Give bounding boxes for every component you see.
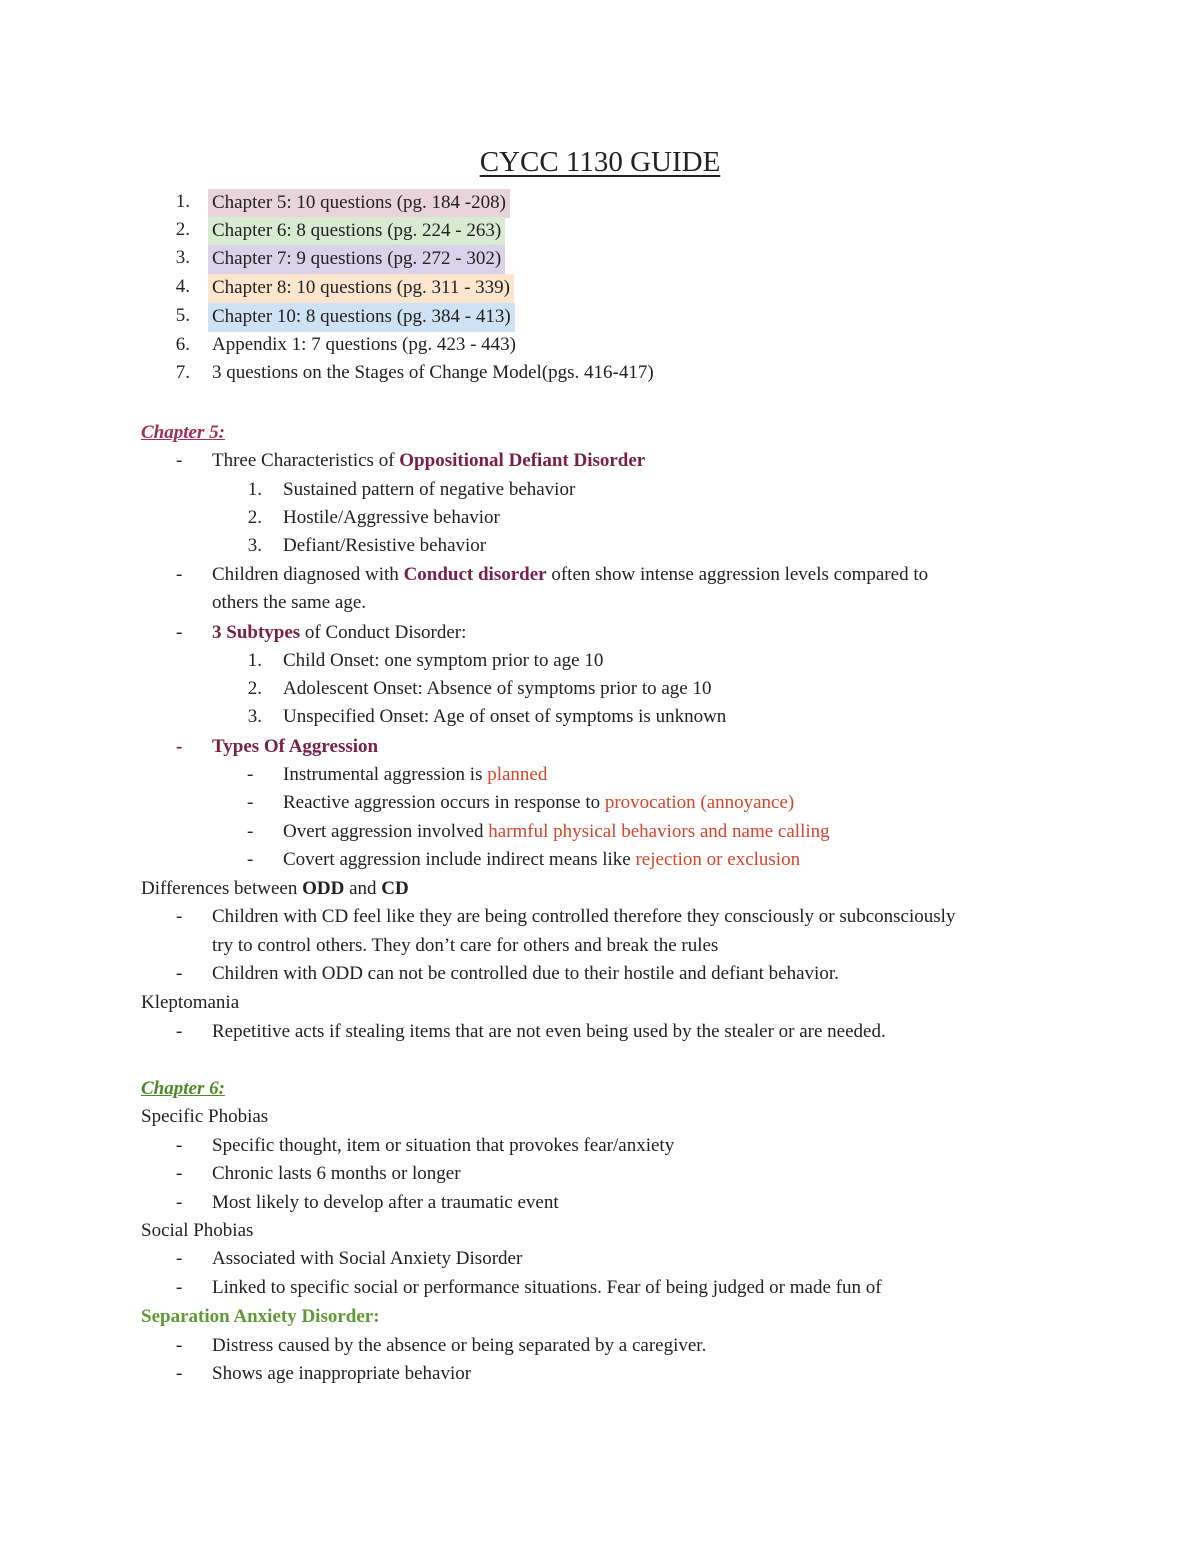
- chapter-6-heading: Chapter 6:: [141, 1078, 225, 1099]
- text-span: Differences between: [141, 878, 303, 899]
- text-span: Appendix 1: 7 questions (pg. 423 - 443): [212, 334, 516, 355]
- text-span: Children diagnosed with: [212, 564, 404, 585]
- text-span: Sustained pattern of negative behavior: [283, 479, 576, 500]
- section-heading-social-phobias: Social Phobias: [141, 1220, 254, 1241]
- text-span: of Conduct Disorder:: [300, 622, 467, 643]
- text-span: Adolescent Onset: Absence of symptoms prior to age 10: [283, 678, 712, 699]
- list-number: 1.: [247, 650, 262, 671]
- text-span: rejection or exclusion: [635, 849, 801, 870]
- section-heading-kleptomania: Kleptomania: [141, 992, 240, 1013]
- text-span: Distress caused by the absence or being separated by a caregiver.: [212, 1335, 707, 1356]
- text-span: Chapter 6: 8 questions (pg. 224 - 263): [208, 217, 505, 246]
- bullet-dash: -: [247, 792, 254, 813]
- text-span: Repetitive acts if stealing items that are not even being used by the stealer or are needed.: [212, 1021, 886, 1042]
- text-span: Chapter 5: 10 questions (pg. 184 -208): [208, 189, 510, 218]
- list-number: 4.: [175, 276, 190, 297]
- text-span: Covert aggression include indirect means like: [283, 849, 636, 870]
- text-span: often show intense aggression levels compared to: [546, 564, 929, 585]
- text-span: provocation (annoyance): [604, 792, 795, 813]
- text-span: and: [344, 878, 382, 899]
- bullet-dash: -: [247, 821, 254, 842]
- bullet-dash: -: [247, 764, 254, 785]
- text-span: [283, 847, 800, 873]
- text-span: Children with ODD can not be controlled due to their hostile and defiant behavior.: [212, 963, 839, 984]
- text-span: [283, 762, 547, 788]
- bullet-dash: -: [176, 963, 183, 984]
- bullet-dash: -: [176, 1135, 183, 1156]
- text-span: planned: [487, 764, 548, 785]
- section-heading-separation-anxiety: Separation Anxiety Disorder:: [141, 1306, 380, 1327]
- list-number: 2.: [247, 678, 262, 699]
- bullet-dash: -: [176, 450, 183, 471]
- text-span: Three Characteristics of: [212, 450, 400, 471]
- text-span: ODD: [302, 878, 345, 899]
- chapter-5-heading: Chapter 5:: [141, 422, 225, 443]
- text-span: Unspecified Onset: Age of onset of symptoms is unknown: [283, 706, 727, 727]
- text-span: 3 Subtypes: [212, 622, 301, 643]
- list-number: 3.: [247, 535, 262, 556]
- text-span: CD: [381, 878, 409, 899]
- text-span: [212, 562, 928, 588]
- text-span: Chapter 10: 8 questions (pg. 384 - 413): [208, 303, 515, 332]
- text-span: Hostile/Aggressive behavior: [283, 507, 500, 528]
- bullet-dash: -: [176, 1192, 183, 1213]
- text-span: Types Of Aggression: [212, 736, 379, 757]
- text-span: Overt aggression involved: [283, 821, 489, 842]
- list-number: 1.: [175, 191, 190, 212]
- section-heading-differences: [141, 876, 409, 902]
- text-span: Conduct disorder: [403, 564, 547, 585]
- bullet-dash: -: [247, 849, 254, 870]
- text-span: Most likely to develop after a traumatic event: [212, 1192, 559, 1213]
- bullet-dash: -: [176, 1363, 183, 1384]
- text-span: 3 questions on the Stages of Change Model(pgs. 416-417): [212, 362, 654, 383]
- text-span: Chronic lasts 6 months or longer: [212, 1163, 461, 1184]
- list-number: 3.: [247, 706, 262, 727]
- list-number: 6.: [175, 334, 190, 355]
- bullet-dash: -: [176, 1021, 183, 1042]
- list-number: 1.: [247, 479, 262, 500]
- bullet-dash: -: [176, 564, 183, 585]
- text-span: Reactive aggression occurs in response to: [283, 792, 605, 813]
- text-span: Linked to specific social or performance situations. Fear of being judged or made fun of: [212, 1277, 882, 1298]
- text-span: [212, 448, 645, 474]
- text-span: Child Onset: one symptom prior to age 10: [283, 650, 604, 671]
- text-span: [283, 790, 794, 816]
- section-heading-specific-phobias: Specific Phobias: [141, 1106, 269, 1127]
- bullet-dash: -: [176, 1277, 183, 1298]
- bullet-dash: -: [176, 622, 183, 643]
- text-span: Shows age inappropriate behavior: [212, 1363, 472, 1384]
- text-span: Associated with Social Anxiety Disorder: [212, 1248, 523, 1269]
- list-number: 2.: [247, 507, 262, 528]
- page-title: CYCC 1130 GUIDE: [479, 146, 721, 178]
- text-span: Specific thought, item or situation that provokes fear/anxiety: [212, 1135, 675, 1156]
- text-span: [283, 819, 830, 845]
- text-span: Oppositional Defiant Disorder: [399, 450, 646, 471]
- list-number: 3.: [175, 247, 190, 268]
- list-number: 5.: [175, 305, 190, 326]
- text-span: Children with CD feel like they are being controlled therefore they consciously or subconsciously: [212, 906, 956, 927]
- list-number: 7.: [175, 362, 190, 383]
- bullet-dash: -: [176, 906, 183, 927]
- bullet-dash: -: [176, 1335, 183, 1356]
- text-span: Defiant/Resistive behavior: [283, 535, 487, 556]
- text-span: Chapter 8: 10 questions (pg. 311 - 339): [208, 274, 514, 303]
- bullet-dash: -: [176, 1163, 183, 1184]
- bullet-continuation: others the same age.: [212, 592, 367, 613]
- list-number: 2.: [175, 219, 190, 240]
- text-span: harmful physical behaviors and name calling: [488, 821, 830, 842]
- text-span: [212, 620, 466, 646]
- bullet-dash: -: [176, 736, 183, 757]
- text-span: Instrumental aggression is: [283, 764, 488, 785]
- text-span: Chapter 7: 9 questions (pg. 272 - 302): [208, 245, 505, 274]
- bullet-continuation: try to control others. They don’t care for others and break the rules: [212, 935, 719, 956]
- bullet-dash: -: [176, 1248, 183, 1269]
